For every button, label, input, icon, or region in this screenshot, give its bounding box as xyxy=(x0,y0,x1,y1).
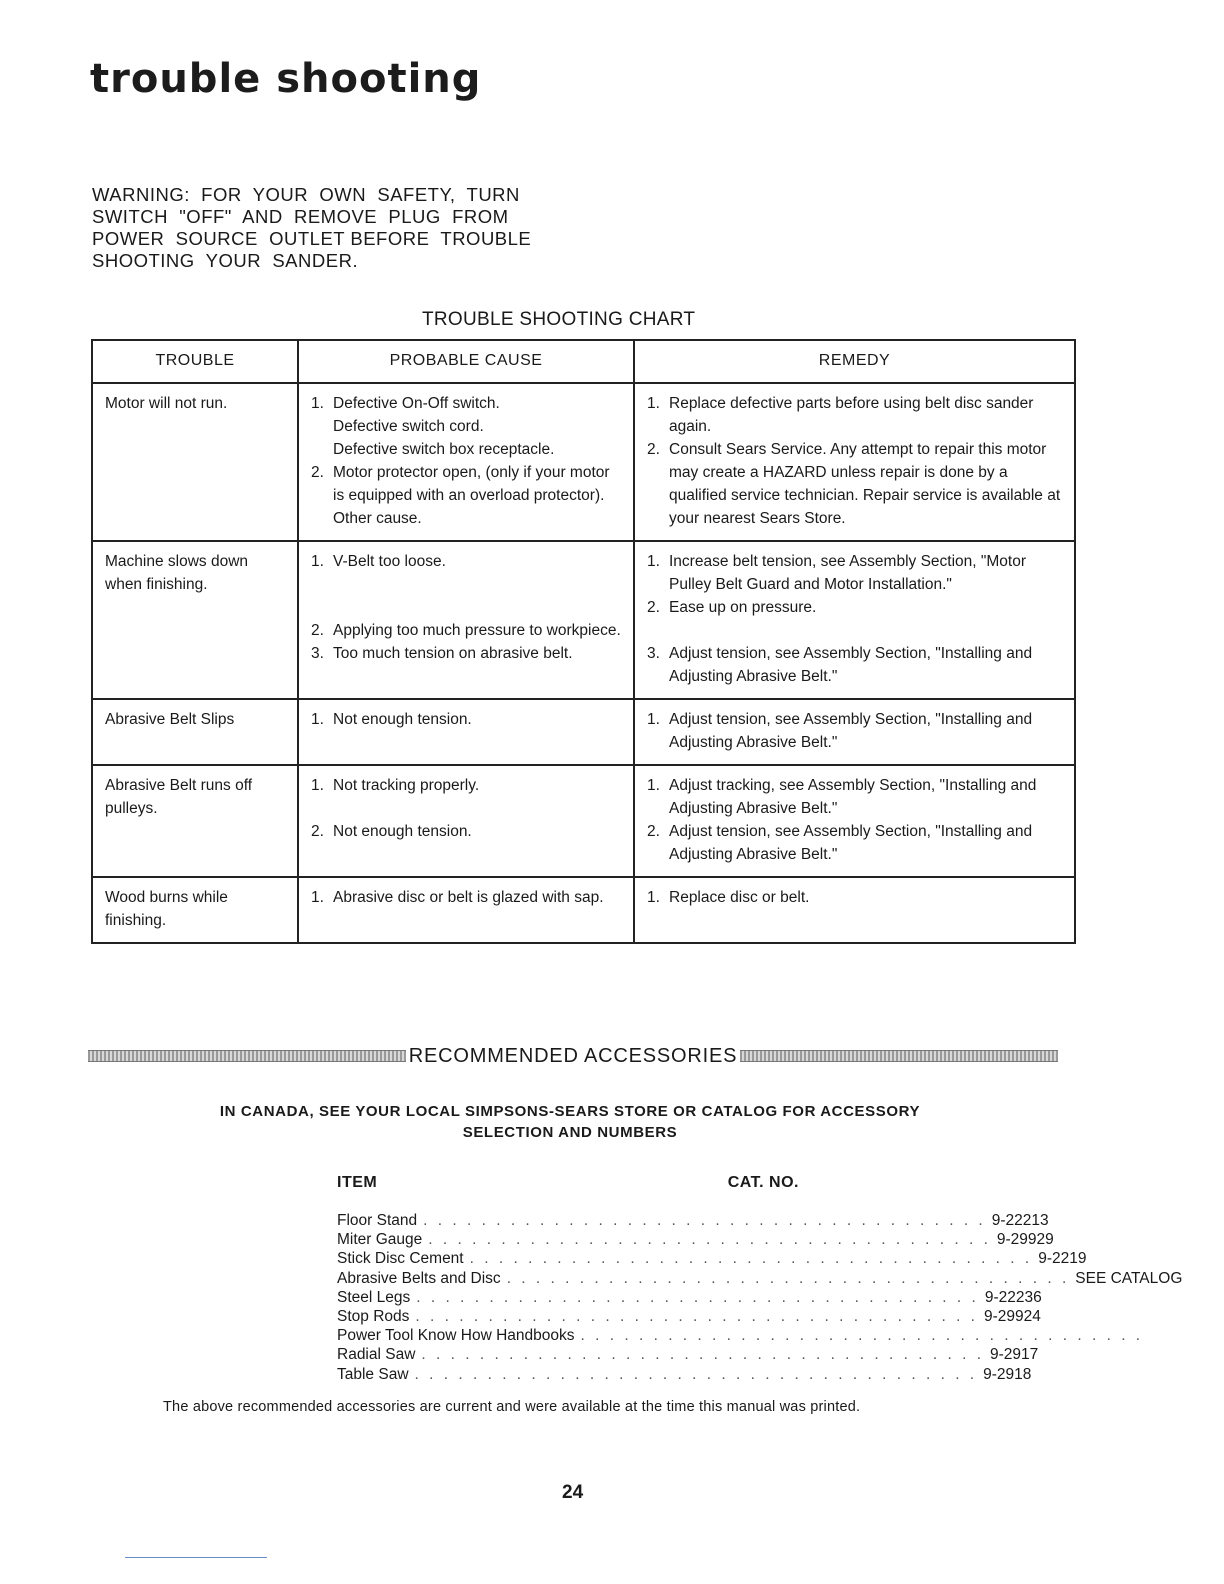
item-text: Not tracking properly. xyxy=(333,777,480,794)
cause-item xyxy=(311,461,621,507)
accessory-name: Radial Saw xyxy=(337,1346,416,1364)
accessory-name: Stick Disc Cement xyxy=(337,1250,464,1268)
cause-item xyxy=(311,619,621,642)
item-number xyxy=(311,438,333,461)
header-remedy: REMEDY xyxy=(634,340,1075,383)
remedy-cell xyxy=(634,541,1075,699)
accessory-name: Floor Stand xyxy=(337,1212,418,1229)
accessories-banner xyxy=(88,1041,1058,1071)
item-text: Adjust tension, see Assembly Section, "Installing and Adjusting Abrasive Belt." xyxy=(669,645,1033,685)
cause-item xyxy=(311,415,621,438)
item-text: Other cause. xyxy=(333,510,422,527)
accessory-name: Power Tool Know How Handbooks xyxy=(337,1327,575,1345)
trouble-cell: Motor will not run. xyxy=(92,383,298,541)
accessory-name: Miter Gauge xyxy=(337,1231,423,1249)
cause-item xyxy=(311,642,621,665)
spacer xyxy=(311,797,621,820)
accessory-name: Stop Rods xyxy=(337,1308,410,1326)
item-number: 2. xyxy=(647,599,660,616)
header-trouble: TROUBLE xyxy=(92,340,298,383)
trouble-cell: Abrasive Belt runs off pulleys. xyxy=(92,765,298,877)
canada-notice-line: IN CANADA, SEE YOUR LOCAL SIMPSONS-SEARS STORE OR CATALOG FOR ACCESSORY xyxy=(219,1103,921,1120)
footer-rule xyxy=(125,1557,267,1558)
remedy-cell xyxy=(634,765,1075,877)
trouble-cell: Abrasive Belt Slips xyxy=(92,699,298,765)
chart-title: TROUBLE SHOOTING CHART xyxy=(422,309,696,330)
trouble-cell: Machine slows down when finishing. xyxy=(92,541,298,699)
item-number: 1. xyxy=(311,553,324,570)
item-number: 3. xyxy=(647,645,660,662)
accessory-cat-no: 9-29929 xyxy=(996,1231,1054,1249)
accessory-list-header xyxy=(337,1174,799,1192)
spacer xyxy=(311,596,621,619)
accessory-item xyxy=(337,1249,1087,1268)
cause-item xyxy=(311,550,621,573)
dot-leader: . . . . . . . . . . . . . . . . . . . . . . . . . . . . . . . . . . . . . . . xyxy=(469,1250,1033,1268)
item-number xyxy=(311,415,333,438)
accessory-item xyxy=(337,1307,1041,1326)
remedy-cell xyxy=(634,877,1075,943)
item-text: Adjust tracking, see Assembly Section, "Installing and Adjusting Abrasive Belt." xyxy=(669,777,1037,817)
banner-stripe-left xyxy=(88,1050,406,1062)
cause-item xyxy=(311,438,621,461)
remedy-item xyxy=(647,596,1062,619)
dot-leader: . . . . . . . . . . . . . . . . . . . . . . . . . . . . . . . . . . . . . . . xyxy=(506,1269,1070,1287)
dot-leader: . . . . . . . . . . . . . . . . . . . . . . . . . . . . . . . . . . . . . . . xyxy=(423,1212,986,1229)
table-row xyxy=(92,877,1075,943)
remedy-cell xyxy=(634,699,1075,765)
trouble-cell: Wood burns while finishing. xyxy=(92,877,298,943)
dot-leader: . . . . . . . . . . . . . . . . . . . . . . . . . . . . . . . . . . . . . . . xyxy=(428,1231,991,1249)
item-number: 1. xyxy=(311,889,324,906)
item-number xyxy=(311,507,333,530)
accessory-item xyxy=(337,1345,1039,1364)
accessory-cat-no: 9-22236 xyxy=(984,1288,1042,1306)
accessory-cat-no: 9-2917 xyxy=(990,1346,1039,1364)
item-text: Too much tension on abrasive belt. xyxy=(333,645,573,662)
dot-leader: . . . . . . . . . . . . . . . . . . . . . . . . . . . . . . . . . . . . . . . xyxy=(415,1308,978,1326)
remedy-item xyxy=(647,886,1062,909)
item-number: 3. xyxy=(311,645,324,662)
item-text: Applying too much pressure to workpiece. xyxy=(333,622,621,639)
item-text: Replace defective parts before using belt disc sander again. xyxy=(669,395,1034,435)
item-number: 1. xyxy=(647,711,660,728)
cause-item xyxy=(311,774,621,797)
item-text: Abrasive disc or belt is glazed with sap. xyxy=(333,889,604,906)
accessory-cat-no: 9-29924 xyxy=(983,1308,1041,1326)
accessory-name: Abrasive Belts and Disc xyxy=(337,1269,501,1287)
accessory-item xyxy=(337,1269,1183,1288)
accessory-item xyxy=(337,1326,1144,1345)
accessory-cat-no: 9-22213 xyxy=(991,1212,1049,1229)
accessory-item xyxy=(337,1365,1032,1384)
remedy-item xyxy=(647,708,1062,754)
dot-leader: . . . . . . . . . . . . . . . . . . . . . . . . . . . . . . . . . . . . . . . xyxy=(416,1288,979,1306)
item-number: 2. xyxy=(311,622,324,639)
item-number: 1. xyxy=(311,711,324,728)
spacer xyxy=(647,619,1062,642)
table-row xyxy=(92,699,1075,765)
item-text: Replace disc or belt. xyxy=(669,889,810,906)
item-text: Increase belt tension, see Assembly Section, "Motor Pulley Belt Guard and Motor Installation." xyxy=(669,553,1027,593)
probable-cause-cell xyxy=(298,699,634,765)
probable-cause-cell xyxy=(298,765,634,877)
item-number: 2. xyxy=(647,823,660,840)
item-number: 2. xyxy=(647,441,660,458)
item-text: Not enough tension. xyxy=(333,711,472,728)
probable-cause-cell xyxy=(298,877,634,943)
item-column-header: ITEM xyxy=(337,1174,378,1191)
item-number: 1. xyxy=(647,889,660,906)
accessory-item xyxy=(337,1288,1042,1307)
table-header-row xyxy=(92,340,1075,383)
canada-notice-line: SELECTION AND NUMBERS xyxy=(462,1124,678,1141)
warning-line: SHOOTING YOUR SANDER. xyxy=(92,250,359,271)
table-row xyxy=(92,541,1075,699)
page-number: 24 xyxy=(562,1482,584,1503)
item-text: Adjust tension, see Assembly Section, "Installing and Adjusting Abrasive Belt." xyxy=(669,711,1033,751)
trouble-shooting-table xyxy=(91,339,1076,944)
accessories-footnote: The above recommended accessories are current and were available at the time this manual was printed. xyxy=(163,1399,861,1415)
item-text: Not enough tension. xyxy=(333,823,472,840)
warning-line: POWER SOURCE OUTLET BEFORE TROUBLE xyxy=(92,228,532,249)
remedy-item xyxy=(647,438,1062,530)
dot-leader: . . . . . . . . . . . . . . . . . . . . . . . . . . . . . . . . . . . . . . . xyxy=(580,1327,1144,1345)
warning-line: WARNING: FOR YOUR OWN SAFETY, TURN xyxy=(92,184,520,205)
item-text: Consult Sears Service. Any attempt to repair this motor may create a HAZARD unless repair is done by a qualified service technician. Repair service is available at your nearest Sears Store. xyxy=(669,441,1061,527)
accessory-cat-no: 9-2918 xyxy=(983,1365,1032,1383)
banner-stripe-right xyxy=(740,1050,1058,1062)
item-number: 1. xyxy=(647,553,660,570)
accessory-name: Steel Legs xyxy=(337,1288,411,1306)
cause-item xyxy=(311,392,621,415)
item-number: 1. xyxy=(311,395,324,412)
dot-leader: . . . . . . . . . . . . . . . . . . . . . . . . . . . . . . . . . . . . . . . xyxy=(414,1365,978,1383)
remedy-item xyxy=(647,392,1062,438)
item-text: Ease up on pressure. xyxy=(669,599,817,616)
dot-leader: . . . . . . . . . . . . . . . . . . . . . . . . . . . . . . . . . . . . . . . xyxy=(421,1346,984,1364)
accessory-cat-no: SEE CATALOG xyxy=(1075,1269,1183,1287)
remedy-item xyxy=(647,820,1062,866)
safety-warning xyxy=(92,184,572,272)
cause-item xyxy=(311,820,621,843)
accessory-list xyxy=(337,1211,1183,1384)
canada-notice xyxy=(140,1101,1000,1143)
item-number: 2. xyxy=(311,823,324,840)
probable-cause-cell xyxy=(298,383,634,541)
warning-line: SWITCH "OFF" AND REMOVE PLUG FROM xyxy=(92,206,509,227)
cause-item xyxy=(311,886,621,909)
accessories-title: RECOMMENDED ACCESSORIES xyxy=(408,1044,738,1067)
accessory-item xyxy=(337,1211,1049,1230)
spacer xyxy=(311,573,621,596)
remedy-item xyxy=(647,642,1062,688)
item-text: V-Belt too loose. xyxy=(333,553,446,570)
cause-item xyxy=(311,507,621,530)
table-row xyxy=(92,765,1075,877)
header-probable-cause: PROBABLE CAUSE xyxy=(298,340,634,383)
accessory-cat-no: 9-2219 xyxy=(1038,1250,1087,1268)
item-text: Defective switch box receptacle. xyxy=(333,441,555,458)
item-number: 1. xyxy=(311,777,324,794)
item-text: Adjust tension, see Assembly Section, "Installing and Adjusting Abrasive Belt." xyxy=(669,823,1033,863)
table-row xyxy=(92,383,1075,541)
item-number: 1. xyxy=(647,395,660,412)
item-number: 2. xyxy=(311,464,324,481)
cause-item xyxy=(311,708,621,731)
remedy-item xyxy=(647,550,1062,596)
item-text: Defective On-Off switch. xyxy=(333,395,500,412)
cat-no-column-header: CAT. NO. xyxy=(727,1174,799,1191)
page-title: trouble shooting xyxy=(90,56,482,102)
accessory-name: Table Saw xyxy=(337,1365,409,1383)
remedy-cell xyxy=(634,383,1075,541)
accessory-item xyxy=(337,1230,1054,1249)
item-number: 1. xyxy=(647,777,660,794)
remedy-item xyxy=(647,774,1062,820)
item-text: Defective switch cord. xyxy=(333,418,484,435)
item-text: Motor protector open, (only if your motor is equipped with an overload protector). xyxy=(333,464,610,504)
probable-cause-cell xyxy=(298,541,634,699)
